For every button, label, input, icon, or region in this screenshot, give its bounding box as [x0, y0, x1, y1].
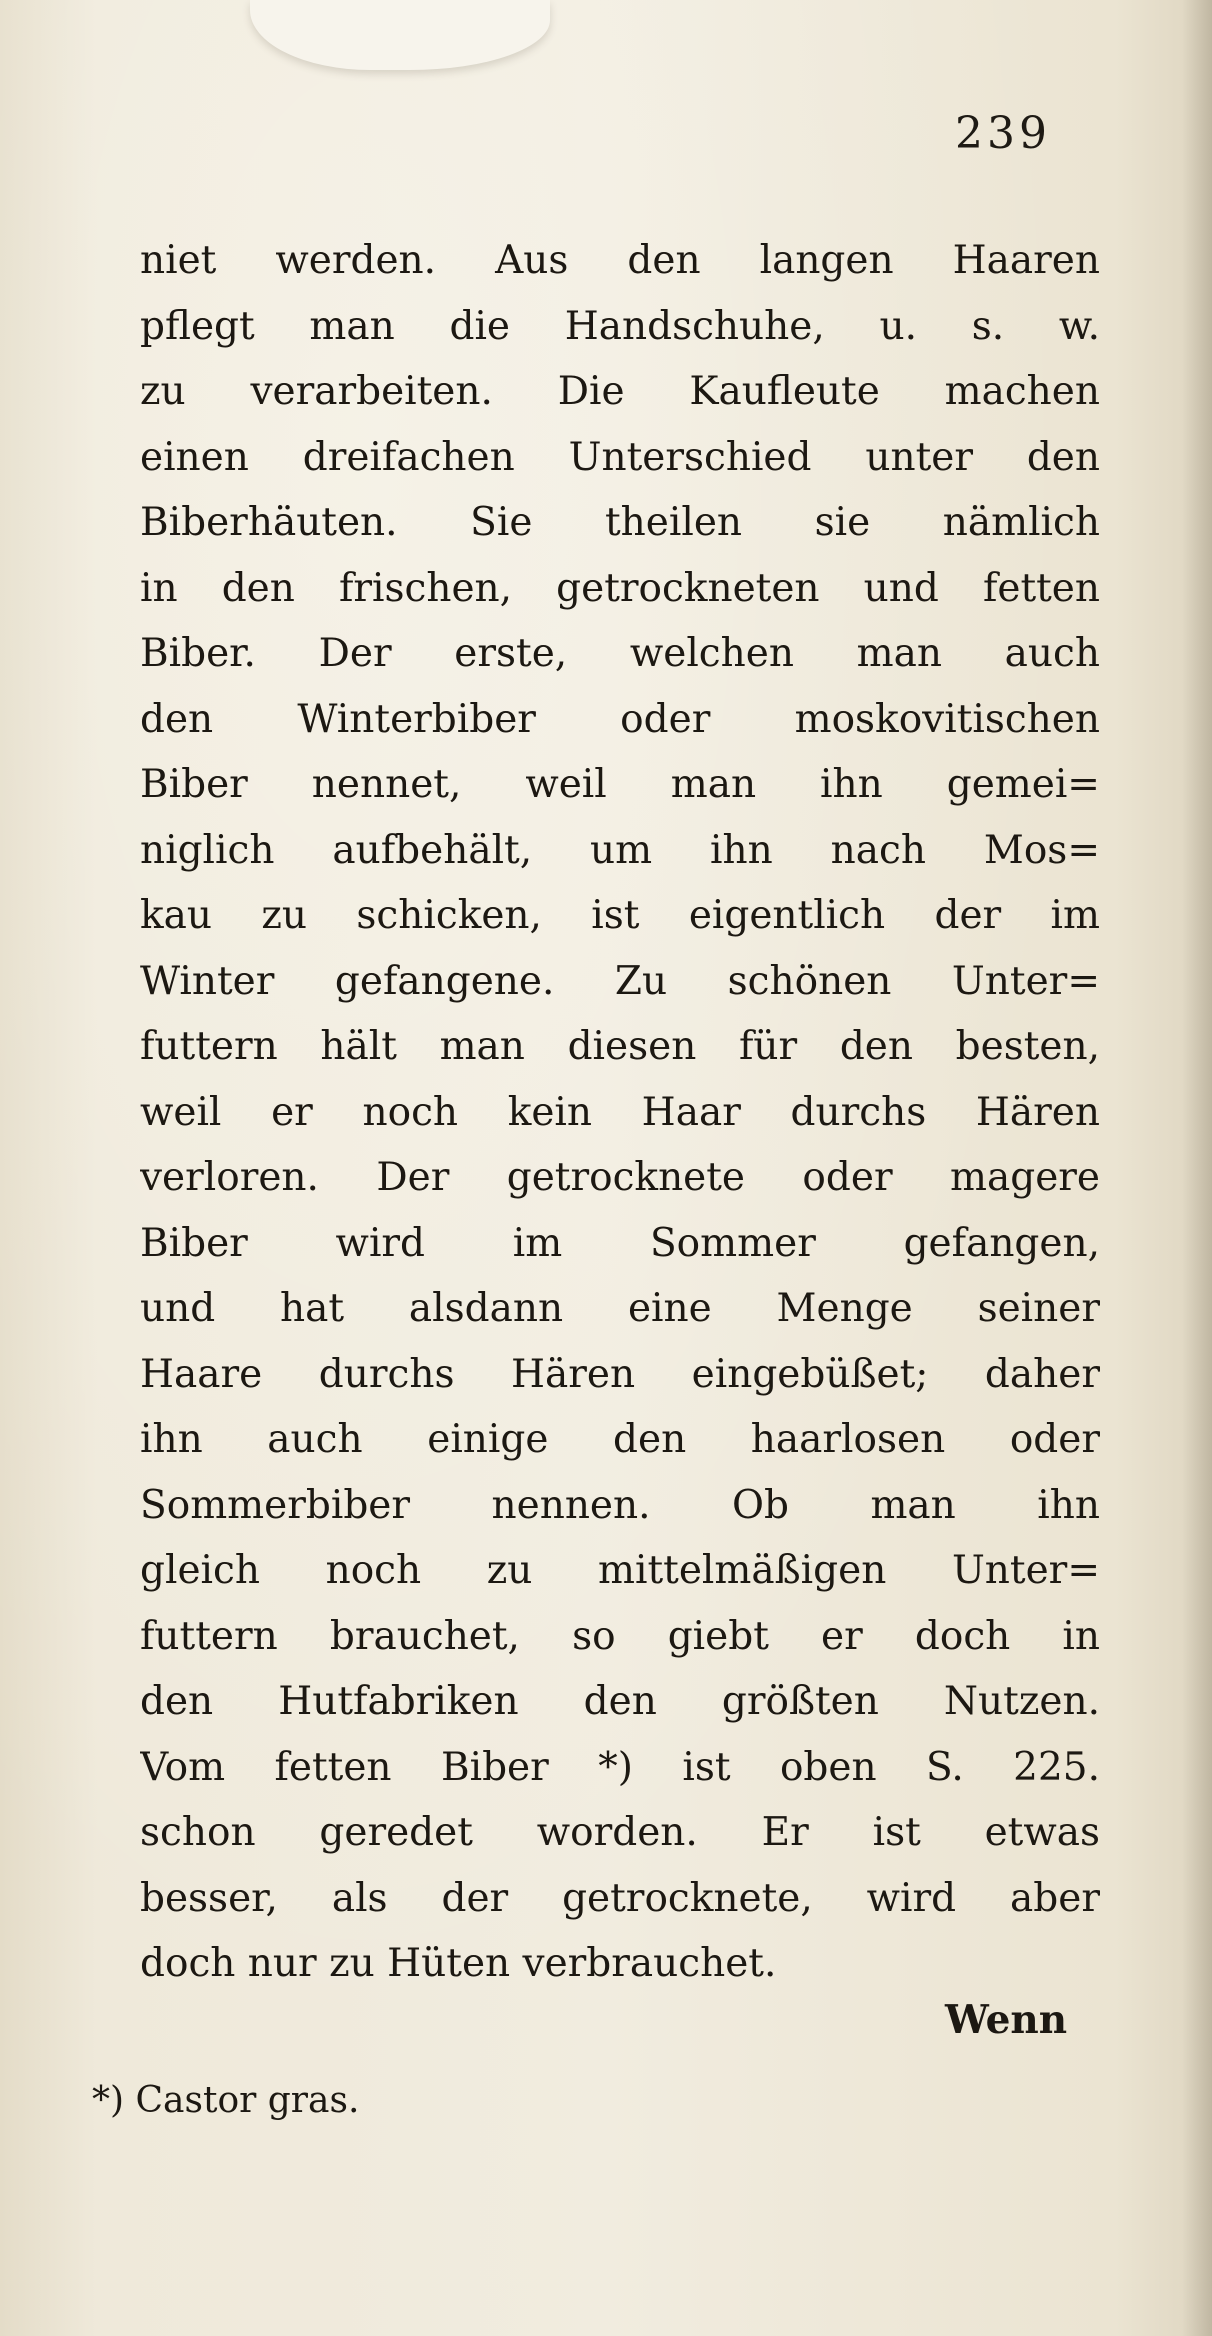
- text-line: den Hutfabriken den größten Nutzen.: [140, 1679, 1100, 1724]
- text-line: ihn auch einige den haarlosen oder: [140, 1417, 1100, 1462]
- text-line: weil er noch kein Haar durchs Hären: [140, 1089, 1100, 1135]
- page-number: 239: [955, 108, 1051, 159]
- text-line: und hat alsdann eine Menge seiner: [140, 1286, 1100, 1331]
- torn-paper-corner: [250, 0, 550, 70]
- text-line: niet werden. Aus den langen Haaren: [140, 238, 1100, 283]
- text-line: pflegt man die Handschuhe, u. s. w.: [140, 303, 1100, 349]
- text-line: Biber wird im Sommer gefangen,: [140, 1220, 1100, 1266]
- text-line: einen dreifachen Unterschied unter den: [140, 434, 1100, 480]
- text-line: futtern hält man diesen für den besten,: [140, 1024, 1100, 1069]
- text-line: Sommerbiber nennen. Ob man ihn: [140, 1482, 1100, 1528]
- text-line: zu verarbeiten. Die Kaufleute machen: [140, 369, 1100, 414]
- text-line: verloren. Der getrocknete oder magere: [140, 1155, 1100, 1200]
- text-line: kau zu schicken, ist eigentlich der im: [140, 893, 1100, 938]
- text-line-last: doch nur zu Hüten verbrauchet.: [140, 1941, 777, 1986]
- text-line: gleich noch zu mittelmäßigen Unter=: [140, 1548, 1100, 1593]
- text-line: schon geredet worden. Er ist etwas: [140, 1810, 1100, 1855]
- page-edge-shadow: [1182, 0, 1212, 2336]
- footnote: *) Castor gras.: [92, 2080, 360, 2121]
- text-line: besser, als der getrocknete, wird aber: [140, 1875, 1100, 1921]
- text-line: Biberhäuten. Sie theilen sie nämlich: [140, 500, 1100, 545]
- text-line: Biber. Der erste, welchen man auch: [140, 631, 1100, 676]
- text-line: in den frischen, getrockneten und fetten: [140, 565, 1100, 611]
- catchword: Wenn: [945, 1997, 1068, 2043]
- text-line: Winter gefangene. Zu schönen Unter=: [140, 958, 1100, 1004]
- body-text: [140, 228, 1100, 1997]
- text-line: Haare durchs Hären eingebüßet; daher: [140, 1351, 1100, 1397]
- text-line: futtern brauchet, so giebt er doch in: [140, 1613, 1100, 1659]
- text-line: den Winterbiber oder moskovitischen: [140, 696, 1100, 742]
- text-line: Vom fetten Biber *) ist oben S. 225.: [140, 1744, 1100, 1790]
- text-line: niglich aufbehält, um ihn nach Mos=: [140, 827, 1100, 873]
- text-line: Biber nennet, weil man ihn gemei=: [140, 762, 1100, 807]
